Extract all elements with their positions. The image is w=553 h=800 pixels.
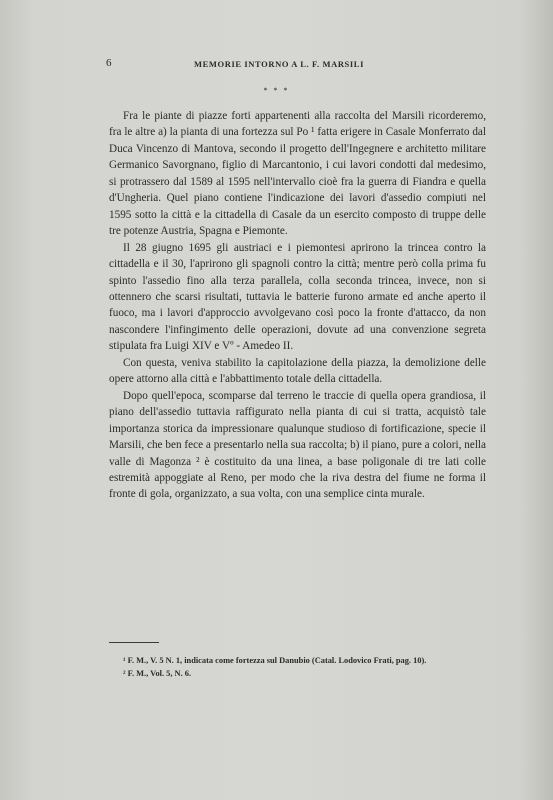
footnotes	[109, 654, 486, 680]
footnote: ² F. M., Vol. 5, N. 6.	[123, 669, 192, 678]
page-number: 6	[106, 57, 113, 69]
paragraph: Fra le piante di piazze forti appartenenti alla raccolta del Marsili ricorderemo, fra le altre a) la pianta di una fortezza sul Po ¹ fatta erigere in Casale Monferrato dal Duca Vincenzo di Mantova, secondo il progetto dell'Ingegnere e architetto militare Germanico Savorgnano, figlio di Marcantonio, i cui lavori condotti dal medesimo, si protrassero dal 1589 al 1595 nell'intervallo cioè fra la guerra di Fiandra e quella d'Ungheria. Quel piano contiene l'indicazione dei lavori d'assedio compiuti nel 1595 sotto la città e la cittadella di Casale da un esercito composto di truppe delle tre potenze Austria, Spagna e Piemonte.	[109, 110, 486, 238]
paragraph: Con questa, veniva stabilito la capitolazione della piazza, la demolizione delle opere attorno alla città e l'abbattimento totale della cittadella.	[109, 356, 486, 386]
page-header	[106, 57, 490, 71]
running-title: MEMORIE INTORNO A L. F. MARSILI	[194, 59, 364, 69]
paragraph: Dopo quell'epoca, scomparse dal terreno le traccie di quella opera grandiosa, il piano dell'assedio tuttavia raffigurato nella pianta di cui si tratta, acquistò tale importanza storica da impressionare qualunque studioso di fortificazione, specie il Marsili, che ben fece a presentarlo nella sua raccolta; b) il piano, pure a colori, nella valle di Magonza ² è costituito da una linea, a base poligonale di tre lati colle estremità appoggiate al Reno, per modo che la riva destra del fiume ne forma il fronte di gola, organizzato, a sua volta, con una semplice cinta murale.	[109, 389, 486, 501]
section-ornament: * * *	[263, 86, 290, 95]
paragraph: Il 28 giugno 1695 gli austriaci e i piemontesi aprirono la trincea contro la cittadella e il 30, l'aprirono gli spagnoli contro la città; mentre però colla prima fu spinto l'assedio fino alla terza parallela, colla seconda trincea, invece, non si ottennero che scarsi risultati, tuttavia le batterie furono armate ed anche aperto il fuoco, ma i lavori d'approccio avvolgevano così poco la fronte d'attacco, da non nascondere l'infingimento delle operazioni, dovute ad una convenzione segreta stipulata fra Luigi XIV e Vº - Amedeo II.	[109, 241, 486, 353]
body-text	[109, 108, 486, 503]
footnote: ¹ F. M., V. 5 N. 1, indicata come fortezza sul Danubio (Catal. Lodovico Frati, pag. 10).	[123, 656, 427, 665]
footnote-divider	[109, 642, 159, 643]
